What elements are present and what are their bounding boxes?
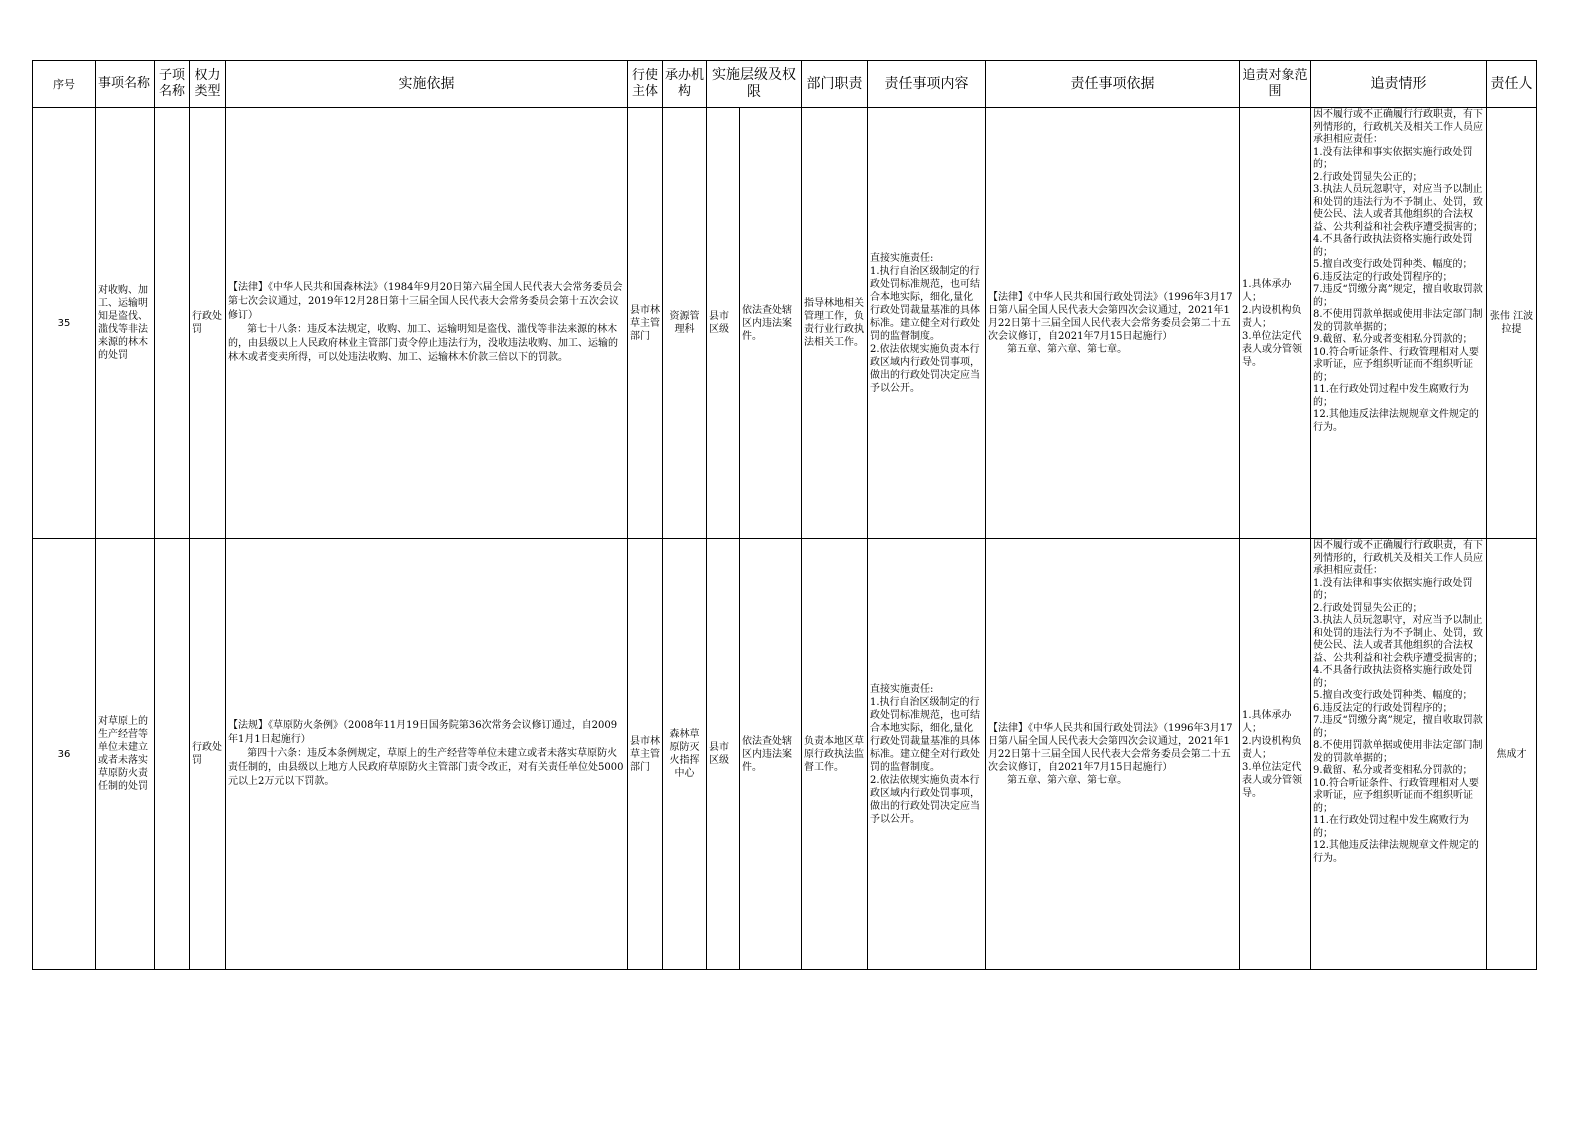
responsibility-table bbox=[32, 60, 1537, 970]
header-power-type: 权力类型 bbox=[190, 61, 226, 108]
row-subject: 县市林草主管部门 bbox=[628, 539, 663, 970]
row-dept-duty: 指导林地相关管理工作，负责行业行政执法相关工作。 bbox=[802, 108, 868, 539]
header-row bbox=[33, 61, 1537, 108]
row-authority: 依法查处辖区内违法案件。 bbox=[740, 108, 802, 539]
row-item-name: 对草原上的生产经营等单位未建立或者未落实草原防火责任制的处罚 bbox=[96, 539, 155, 970]
header-accountable-scope: 追责对象范围 bbox=[1240, 61, 1311, 108]
row-accountable-scope: 1.具体承办人； 2.内设机构负责人； 3.单位法定代表人或分管领导。 bbox=[1240, 539, 1311, 970]
header-responsible: 责任人 bbox=[1487, 61, 1537, 108]
row-basis: 【法规】《草原防火条例》（2008年11月19日国务院第36次常务会议修订通过，自2009年1月1日起施行） 第四十六条：违反本条例规定，草原上的生产经营等单位未建立或者未落实草原防火责任制的，由县级以上地方人民政府草原防火主管部门责令改正，对有关责任单位处5000元以上2万元以下罚款。 bbox=[226, 539, 628, 970]
row-power-type: 行政处罚 bbox=[190, 539, 226, 970]
row-power-type: 行政处罚 bbox=[190, 108, 226, 539]
row-basis: 【法律】《中华人民共和国森林法》（1984年9月20日第六届全国人民代表大会常务委员会第七次会议通过，2019年12月28日第十三届全国人民代表大会常务委员会第十五次会议修订） 第七十八条：违反本法规定，收购、加工、运输明知是盗伐、滥伐等非法来源的林木的，由县级以上人民政府林业主管部门责令停止违法行为，没收违法收购、加工、运输的林木或者变卖所得，可以处违法收购、加工、运输林木价款三倍以下的罚款。 bbox=[226, 108, 628, 539]
row-authority: 依法查处辖区内违法案件。 bbox=[740, 539, 802, 970]
row-level: 县市区级 bbox=[707, 539, 740, 970]
row-seq: 36 bbox=[33, 539, 96, 970]
row-sub-item bbox=[155, 539, 190, 970]
header-basis: 实施依据 bbox=[226, 61, 628, 108]
row-level: 县市区级 bbox=[707, 108, 740, 539]
table-row bbox=[33, 108, 1537, 539]
table-row bbox=[33, 539, 1537, 970]
row-handling-unit: 森林草原防灭火指挥中心 bbox=[663, 539, 707, 970]
row-sub-item bbox=[155, 108, 190, 539]
row-subject: 县市林草主管部门 bbox=[628, 108, 663, 539]
header-sub-item: 子项名称 bbox=[155, 61, 190, 108]
row-accountability: 因不履行或不正确履行行政职责，有下列情形的，行政机关及相关工作人员应承担相应责任： 1.没有法律和事实依据实施行政处罚的； 2.行政处罚显失公正的； 3.执法人员玩忽职守，对应当予以制止和处罚的违法行为不予制止、处罚，致使公民、法人或者其他组织的合法权益、公共利益和社会秩序遭受损害的； 4.不具备行政执法资格实施行政处罚的； 5.擅自改变行政处罚种类、幅度的； 6.违反法定的行政处罚程序的； 7.违反“罚缴分离”规定，擅自收取罚款的； 8.不使用罚款单据或使用非法定部门制发的罚款单据的； 9.截留、私分或者变相私分罚款的； 10.符合听证条件、行政管理相对人要求听证，应予组织听证而不组织听证的； 11.在行政处罚过程中发生腐败行为的； 12.其他违反法律法规规章文件规定的行为。 bbox=[1311, 108, 1487, 539]
row-item-name: 对收购、加工、运输明知是盗伐、滥伐等非法来源的林木的处罚 bbox=[96, 108, 155, 539]
row-responsible: 张伟 江波拉提 bbox=[1487, 108, 1537, 539]
row-accountability: 因不履行或不正确履行行政职责，有下列情形的，行政机关及相关工作人员应承担相应责任： 1.没有法律和事实依据实施行政处罚的； 2.行政处罚显失公正的； 3.执法人员玩忽职守，对应当予以制止和处罚的违法行为不予制止、处罚，致使公民、法人或者其他组织的合法权益、公共利益和社会秩序遭受损害的； 4.不具备行政执法资格实施行政处罚的； 5.擅自改变行政处罚种类、幅度的； 6.违反法定的行政处罚程序的； 7.违反“罚缴分离”规定，擅自收取罚款的； 8.不使用罚款单据或使用非法定部门制发的罚款单据的； 9.截留、私分或者变相私分罚款的； 10.符合听证条件、行政管理相对人要求听证，应予组织听证而不组织听证的； 11.在行政处罚过程中发生腐败行为的； 12.其他违反法律法规规章文件规定的行为。 bbox=[1311, 539, 1487, 970]
header-handling-unit: 承办机构 bbox=[663, 61, 707, 108]
header-level-authority: 实施层级及权限 bbox=[707, 61, 802, 108]
row-responsible: 焦成才 bbox=[1487, 539, 1537, 970]
row-handling-unit: 资源管理科 bbox=[663, 108, 707, 539]
header-resp-content: 责任事项内容 bbox=[868, 61, 986, 108]
row-resp-content: 直接实施责任: 1.执行自治区级制定的行政处罚标准规范，也可结合本地实际，细化,量化行政处罚裁量基准的具体标准。建立健全对行政处罚的监督制度。 2.依法依规实施负责本行政区域内行政处罚事项，做出的行政处罚决定应当予以公开。 bbox=[868, 539, 986, 970]
row-accountable-scope: 1.具体承办人； 2.内设机构负责人； 3.单位法定代表人或分管领导。 bbox=[1240, 108, 1311, 539]
header-item-name: 事项名称 bbox=[96, 61, 155, 108]
header-resp-basis: 责任事项依据 bbox=[986, 61, 1240, 108]
header-subject: 行使主体 bbox=[628, 61, 663, 108]
row-resp-basis: 【法律】《中华人民共和国行政处罚法》（1996年3月17日第八届全国人民代表大会第四次会议通过，2021年1月22日第十三届全国人民代表大会常务委员会第二十五次会议修订，自2021年7月15日起施行） 第五章、第六章、第七章。 bbox=[986, 539, 1240, 970]
row-resp-basis: 【法律】《中华人民共和国行政处罚法》（1996年3月17日第八届全国人民代表大会第四次会议通过，2021年1月22日第十三届全国人民代表大会常务委员会第二十五次会议修订，自2021年7月15日起施行） 第五章、第六章、第七章。 bbox=[986, 108, 1240, 539]
header-dept-duty: 部门职责 bbox=[802, 61, 868, 108]
row-dept-duty: 负责本地区草原行政执法监督工作。 bbox=[802, 539, 868, 970]
header-accountability: 追责情形 bbox=[1311, 61, 1487, 108]
row-seq: 35 bbox=[33, 108, 96, 539]
header-seq: 序号 bbox=[33, 61, 96, 108]
row-resp-content: 直接实施责任: 1.执行自治区级制定的行政处罚标准规范，也可结合本地实际，细化,量化行政处罚裁量基准的具体标准。建立健全对行政处罚的监督制度。 2.依法依规实施负责本行政区域内行政处罚事项，做出的行政处罚决定应当予以公开。 bbox=[868, 108, 986, 539]
